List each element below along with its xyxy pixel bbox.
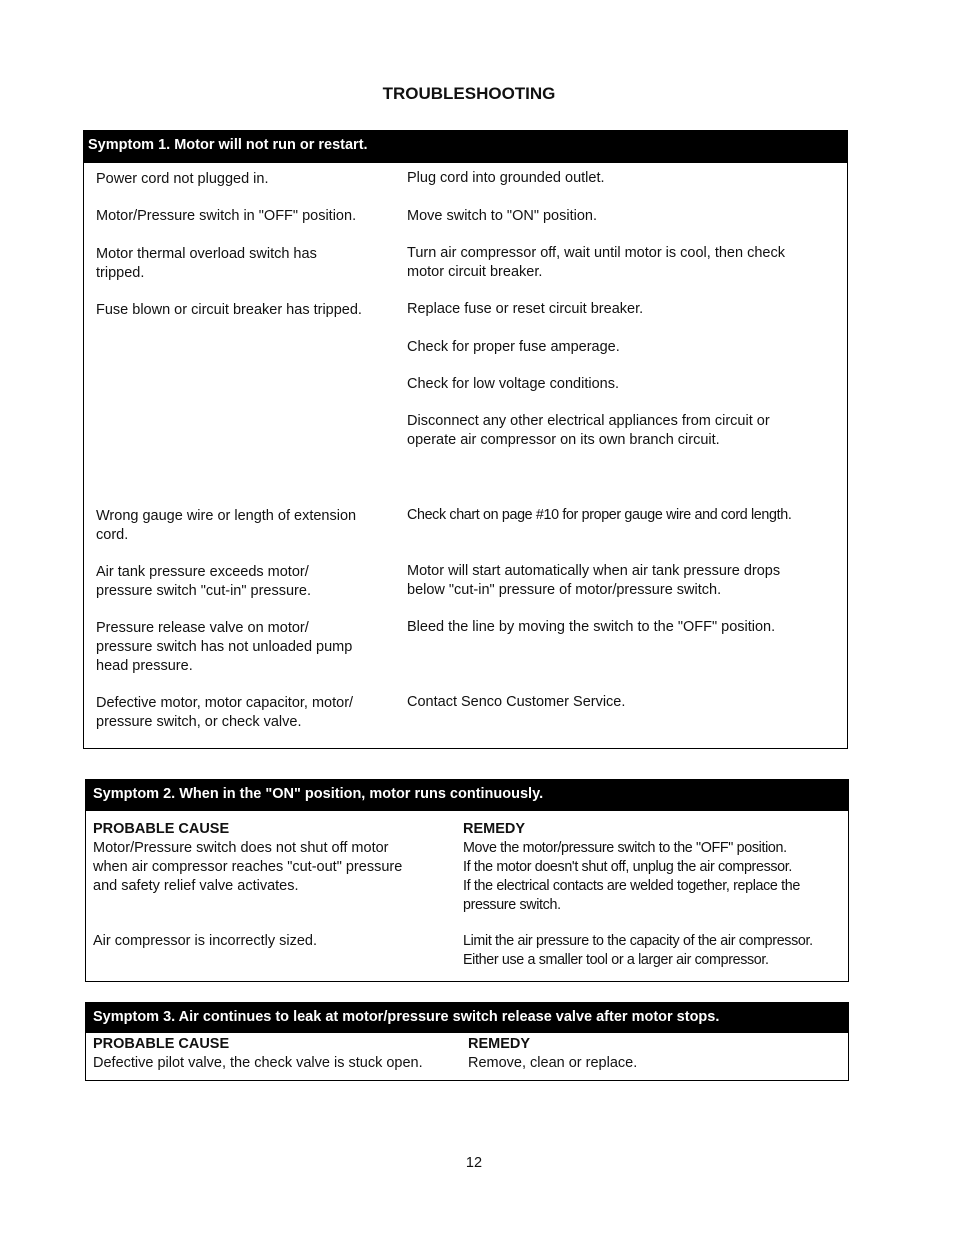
page-title: TROUBLESHOOTING (382, 84, 556, 103)
s1-cause-8: Wrong gauge wire or length of extension cord. (96, 508, 357, 543)
s1-remedy-7: Disconnect any other electrical appliances from circuit or operate air compressor on its own branch circuit. (407, 413, 770, 448)
s1-remedy-3: Turn air compressor off, wait until motor is cool, then check motor circuit breaker. (407, 245, 785, 280)
symptom-2-header: Symptom 2. When in the "ON" position, motor runs continuously. (86, 780, 848, 811)
s1-remedy-8: Check chart on page #10 for proper gauge wire and cord length. (407, 507, 792, 523)
s1-remedy-6: Check for low voltage conditions. (407, 376, 619, 392)
s2-cause-2: Air compressor is incorrectly sized. (93, 933, 317, 949)
s2-remedy-heading: REMEDY (463, 821, 526, 837)
s1-cause-3: Motor thermal overload switch has tripped. (96, 246, 317, 281)
symptom-3-header: Symptom 3. Air continues to leak at motor/pressure switch release valve after motor stops. (86, 1003, 848, 1033)
s1-remedy-10: Bleed the line by moving the switch to the "OFF" position. (407, 619, 776, 635)
s1-cause-9: Air tank pressure exceeds motor/ pressure switch "cut-in" pressure. (96, 564, 311, 599)
s3-cause-1: Defective pilot valve, the check valve is stuck open. (93, 1055, 423, 1071)
symptom-1-table (83, 130, 848, 749)
s3-cause-heading: PROBABLE CAUSE (93, 1036, 230, 1052)
s1-remedy-1: Plug cord into grounded outlet. (407, 170, 605, 186)
symptom-2-table (85, 779, 849, 982)
s1-remedy-4: Replace fuse or reset circuit breaker. (407, 301, 644, 317)
s1-remedy-2: Move switch to "ON" position. (407, 208, 598, 224)
s1-remedy-9: Motor will start automatically when air tank pressure drops below "cut-in" pressure of motor/pressure switch. (407, 563, 781, 598)
page-number: 12 (465, 1155, 483, 1171)
s2-cause-heading: PROBABLE CAUSE (93, 821, 230, 837)
s1-cause-1: Power cord not plugged in. (96, 171, 269, 187)
s3-remedy-1: Remove, clean or replace. (468, 1055, 638, 1071)
s3-remedy-heading: REMEDY (468, 1036, 531, 1052)
s1-cause-10: Pressure release valve on motor/ pressure switch has not unloaded pump head pressure. (96, 620, 353, 674)
symptom-3-table (85, 1002, 849, 1081)
s1-cause-2: Motor/Pressure switch in "OFF" position. (96, 208, 357, 224)
s2-remedy-2: Limit the air pressure to the capacity of the air compressor. Either use a smaller tool or a larger air compressor. (463, 933, 813, 968)
s2-cause-1: Motor/Pressure switch does not shut off motor when air compressor reaches "cut-out" pressure and safety relief valve activates. (93, 840, 403, 894)
symptom-1-header: Symptom 1. Motor will not run or restart. (84, 131, 847, 163)
s1-remedy-11: Contact Senco Customer Service. (407, 694, 626, 710)
s1-cause-4: Fuse blown or circuit breaker has tripped. (96, 302, 362, 318)
s1-cause-11: Defective motor, motor capacitor, motor/ pressure switch, or check valve. (96, 695, 354, 730)
s1-remedy-5: Check for proper fuse amperage. (407, 339, 620, 355)
s2-remedy-1: Move the motor/pressure switch to the "OFF" position. If the motor doesn't shut off, unplug the air compressor. If the electrical contacts are welded together, replace the pressure switch. (463, 840, 800, 913)
